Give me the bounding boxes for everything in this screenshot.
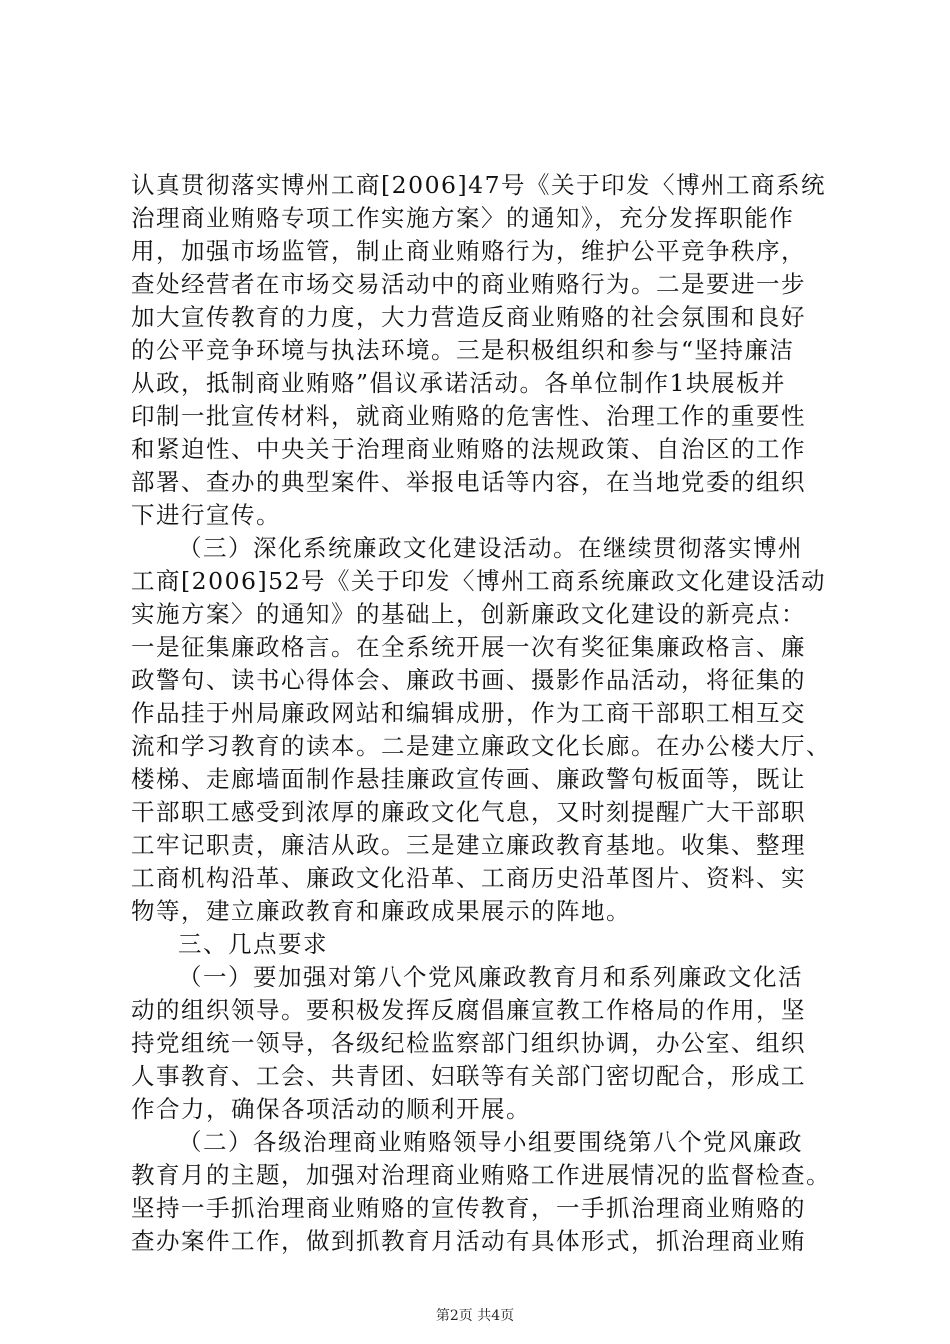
text-line: 物等，建立廉政教育和廉政成果展示的阵地。 bbox=[131, 897, 631, 925]
section-heading: 三、几点要求 bbox=[178, 930, 328, 958]
text-line: 人事教育、工会、共青团、妇联等有关部门密切配合，形成工 bbox=[131, 1062, 806, 1090]
text-line: 治理商业贿赂专项工作实施方案〉的通知》，充分发挥职能作 bbox=[131, 204, 795, 232]
text-line: 干部职工感受到浓厚的廉政文化气息，又时刻提醒广大干部职 bbox=[131, 798, 806, 826]
text-line: 工商[2006]52号《关于印发〈博州工商系统廉政文化建设活动 bbox=[131, 567, 827, 595]
text-line: 工商机构沿革、廉政文化沿革、工商历史沿革图片、资料、实 bbox=[131, 864, 806, 892]
text-line: 流和学习教育的读本。二是建立廉政文化长廊。在办公楼大厅、 bbox=[131, 732, 831, 760]
text-line: 用，加强市场监管，制止商业贿赂行为，维护公平竞争秩序， bbox=[131, 237, 806, 265]
text-line: 楼梯、走廊墙面制作悬挂廉政宣传画、廉政警句板面等，既让 bbox=[131, 765, 806, 793]
text-line: 作合力，确保各项活动的顺利开展。 bbox=[131, 1095, 531, 1123]
paragraph-start: （二）各级治理商业贿赂领导小组要围绕第八个党风廉政 bbox=[178, 1128, 803, 1156]
text-line: 印制一批宣传材料，就商业贿赂的危害性、治理工作的重要性 bbox=[131, 402, 806, 430]
text-line: 查处经营者在市场交易活动中的商业贿赂行为。二是要进一步 bbox=[131, 270, 806, 298]
text-line: 实施方案〉的通知》的基础上，创新廉政文化建设的新亮点： bbox=[131, 600, 806, 628]
text-line: 工牢记职责，廉洁从政。三是建立廉政教育基地。收集、整理 bbox=[131, 831, 806, 859]
text-line: 下进行宣传。 bbox=[131, 501, 281, 529]
text-line: 部署、查办的典型案件、举报电话等内容，在当地党委的组织 bbox=[131, 468, 806, 496]
text-line: 坚持一手抓治理商业贿赂的宣传教育，一手抓治理商业贿赂的 bbox=[131, 1194, 806, 1222]
text-line: 的公平竞争环境与执法环境。三是积极组织和参与“坚持廉洁 bbox=[131, 336, 795, 364]
text-line: 查办案件工作，做到抓教育月活动有具体形式，抓治理商业贿 bbox=[131, 1227, 806, 1255]
text-line: 持党组统一领导，各级纪检监察部门组织协调，办公室、组织 bbox=[131, 1029, 806, 1057]
text-line: 动的组织领导。要积极发挥反腐倡廉宣教工作格局的作用，坚 bbox=[131, 996, 806, 1024]
page-number-footer: 第2页 共4页 bbox=[435, 1308, 515, 1324]
text-line: 一是征集廉政格言。在全系统开展一次有奖征集廉政格言、廉 bbox=[131, 633, 806, 661]
text-line: 教育月的主题，加强对治理商业贿赂工作进展情况的监督检查。 bbox=[131, 1161, 831, 1189]
paragraph-start: （一）要加强对第八个党风廉政教育月和系列廉政文化活 bbox=[178, 963, 803, 991]
text-line: 从政，抵制商业贿赂”倡议承诺活动。各单位制作1块展板并 bbox=[131, 369, 786, 397]
text-line: 和紧迫性、中央关于治理商业贿赂的法规政策、自治区的工作 bbox=[131, 435, 806, 463]
text-line: 加大宣传教育的力度，大力营造反商业贿赂的社会氛围和良好 bbox=[131, 303, 806, 331]
paragraph-start: （三）深化系统廉政文化建设活动。在继续贯彻落实博州 bbox=[178, 534, 803, 562]
text-line: 认真贯彻落实博州工商[2006]47号《关于印发〈博州工商系统 bbox=[131, 171, 827, 199]
text-line: 政警句、读书心得体会、廉政书画、摄影作品活动，将征集的 bbox=[131, 666, 806, 694]
text-line: 作品挂于州局廉政网站和编辑成册，作为工商干部职工相互交 bbox=[131, 699, 806, 727]
